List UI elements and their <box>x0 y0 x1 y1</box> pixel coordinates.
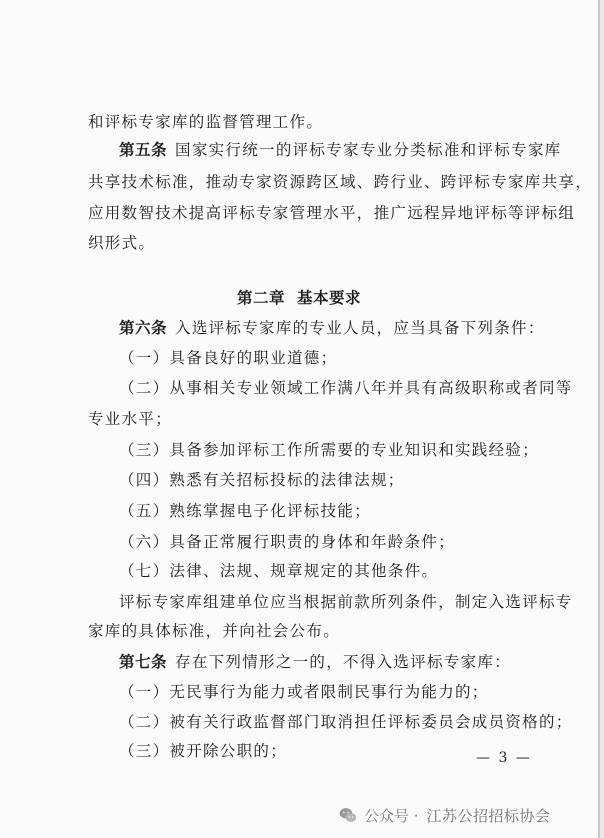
page-number: — 3 — <box>476 750 532 766</box>
paragraph-line: 评标专家库组建单位应当根据前款所列条件，制定入选评标专 <box>119 593 573 611</box>
list-item: （六）具备正常履行职责的身体和年龄条件； <box>119 533 456 551</box>
article-7-first-line: 第七条 存在下列情形之一的，不得入选评标专家库： <box>119 653 512 671</box>
list-item: （一）无民事行为能力或者限制民事行为能力的； <box>119 683 489 701</box>
list-item-continued: 专业水平； <box>88 410 173 428</box>
wechat-icon <box>338 805 358 825</box>
paragraph-line: 和评标专家库的监督管理工作。 <box>88 113 324 131</box>
watermark-footer <box>338 800 551 830</box>
public-account-label: 公众号 · <box>364 806 419 825</box>
article-7-label: 第七条 <box>119 653 168 671</box>
list-item: （七）法律、法规、规章规定的其他条件。 <box>119 562 439 580</box>
article-6-first-line: 第六条 入选评标专家库的专业人员，应当具备下列条件： <box>119 319 545 337</box>
list-item: （二）被有关行政监督部门取消担任评标委员会成员资格的； <box>119 713 573 731</box>
chapter-heading: 第二章 基本要求 <box>236 289 362 307</box>
list-item: （四）熟悉有关招标投标的法律法规； <box>119 471 405 489</box>
article-5-label: 第五条 <box>119 141 168 159</box>
list-item: （一）具备良好的职业道德； <box>119 349 338 367</box>
article-5-line: 织形式。 <box>88 234 156 252</box>
list-item: （三）具备参加评标工作所需要的专业知识和实践经验； <box>119 441 540 459</box>
article-6-label: 第六条 <box>119 319 168 337</box>
article-5-line: 共享技术标准，推动专家资源跨区域、跨行业、跨评标专家库共享， <box>88 173 593 191</box>
watermark-text: 江苏公招招标协会 <box>426 806 551 825</box>
list-item: （五）熟练掌握电子化评标技能； <box>119 502 372 520</box>
article-5-line: 应用数智技术提高评标专家管理水平，推广远程异地评标等评标组 <box>88 204 576 222</box>
list-item: （二）从事相关专业领域工作满八年并具有高级职称或者同等 <box>119 379 573 397</box>
article-5-first-line: 第五条 国家实行统一的评标专家专业分类标准和评标专家库 <box>119 141 562 159</box>
paragraph-line: 家库的具体标准，并向社会公布。 <box>88 622 341 640</box>
list-item: （三）被开除公职的； <box>119 742 288 760</box>
